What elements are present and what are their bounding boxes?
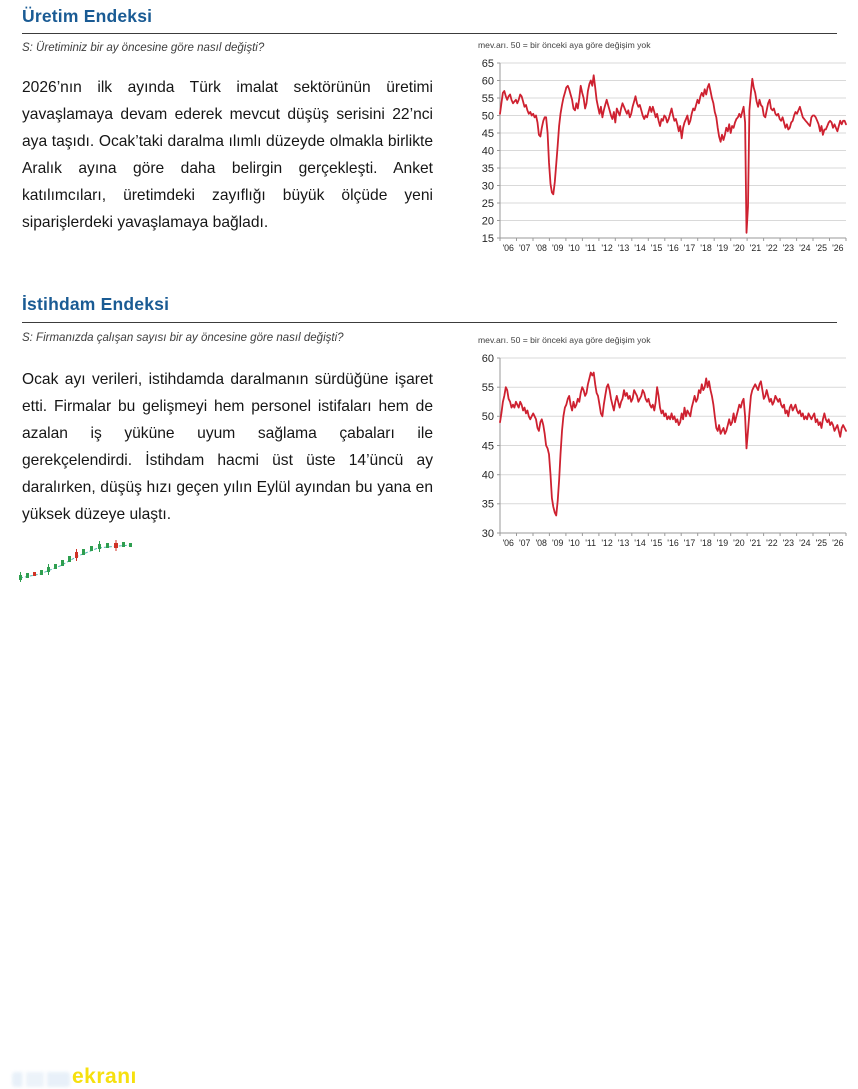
svg-text:30: 30 [481,527,494,540]
chart-note-istihdam: mev.arı. 50 = bir önceki aya göre değişim yok [478,335,651,345]
section-title-uretim: Üretim Endeksi [22,6,153,26]
svg-text:'06: '06 [502,243,514,253]
commentary-uretim: 2026’nın ilk ayında Türk imalat sektörünün üretimi yavaşlamaya devam ederek mevcut düşüş serisini 22’nci aya taşıdı. Ocak’taki daralma ılımlı düzeyde olmakla birlikte Aralık ayına göre daha belirgin gerçekleşti. Anket katılımcıları, üretimdeki zayıflığı büyük ölçüde yeni siparişlerdeki yavaşlamaya bağladı. [22,79,433,231]
svg-text:55: 55 [481,92,494,105]
svg-text:'08: '08 [535,538,547,548]
watermark-logo-text: ekranı [72,1065,137,1088]
svg-text:'14: '14 [634,243,646,253]
svg-text:35: 35 [481,498,494,511]
svg-text:'09: '09 [551,243,564,253]
svg-text:55: 55 [481,382,494,394]
uretim-line-chart [470,52,848,260]
svg-text:'16: '16 [667,538,679,548]
survey-question-uretim: S: Üretiminiz bir ay öncesine göre nasıl değişti? [22,42,265,54]
svg-text:35: 35 [481,162,494,175]
svg-text:'15: '15 [650,538,663,548]
svg-text:'25: '25 [815,538,828,548]
svg-text:40: 40 [481,469,494,482]
svg-text:25: 25 [481,197,494,210]
survey-question-istihdam: S: Firmanızda çalışan sayısı bir ay öncesine göre nasıl değişti? [22,332,344,344]
svg-text:'10: '10 [568,538,580,548]
svg-text:'12: '12 [601,243,613,253]
svg-text:'17: '17 [683,538,696,548]
svg-text:'20: '20 [733,538,745,548]
svg-text:'19: '19 [716,243,729,253]
svg-text:'16: '16 [667,243,679,253]
svg-text:'22: '22 [766,243,778,253]
svg-text:'22: '22 [766,538,778,548]
svg-text:'17: '17 [683,243,696,253]
svg-text:'18: '18 [700,538,712,548]
svg-text:'11: '11 [585,243,597,253]
svg-text:'18: '18 [700,243,712,253]
svg-text:'06: '06 [502,538,514,548]
istihdam-line-chart [470,347,848,555]
svg-text:30: 30 [481,180,494,193]
section-divider [22,322,837,323]
commentary-istihdam: Ocak ayı verileri, istihdamda daralmanın sürdüğüne işaret etti. Firmalar bu gelişmeyi hem personel istifaları hem de azalan iş yüküne uyum sağlama çabaları ile gerekçelendirdi. İstihdam hacmi üst üste 14’üncü ay daralırken, düşüş hızı geçen yılın Eylül ayından bu yana en yüksek düzeye ulaştı. [22,371,433,523]
svg-text:'13: '13 [617,243,630,253]
svg-text:'13: '13 [617,538,630,548]
svg-text:65: 65 [481,57,494,70]
svg-text:'19: '19 [716,538,729,548]
svg-text:'26: '26 [832,538,844,548]
svg-text:'07: '07 [518,243,531,253]
svg-text:'21: '21 [749,243,762,253]
svg-text:'09: '09 [551,538,564,548]
svg-text:'08: '08 [535,243,547,253]
chart-note-uretim: mev.arı. 50 = bir önceki aya göre değişim yok [478,40,651,50]
svg-text:'26: '26 [832,243,844,253]
svg-text:20: 20 [481,215,494,228]
svg-text:'20: '20 [733,243,745,253]
svg-text:45: 45 [481,127,494,140]
section-title-istihdam: İstihdam Endeksi [22,294,170,314]
svg-text:60: 60 [481,75,494,88]
svg-text:'24: '24 [799,243,811,253]
svg-text:'15: '15 [650,243,663,253]
svg-text:60: 60 [481,352,494,365]
watermark-faint-text [12,1072,70,1087]
svg-text:'11: '11 [585,538,597,548]
svg-text:'07: '07 [518,538,531,548]
svg-text:'23: '23 [782,538,795,548]
watermark-logo [0,516,190,1088]
svg-text:50: 50 [481,110,494,123]
svg-text:45: 45 [481,440,494,453]
candlestick-logo-icon [0,516,190,582]
svg-text:'21: '21 [749,538,762,548]
svg-text:15: 15 [481,232,494,245]
svg-text:'25: '25 [815,243,828,253]
svg-text:'12: '12 [601,538,613,548]
section-divider [22,33,837,34]
svg-text:40: 40 [481,145,494,158]
svg-text:'10: '10 [568,243,580,253]
svg-text:'24: '24 [799,538,811,548]
svg-text:'23: '23 [782,243,795,253]
svg-text:50: 50 [481,411,494,424]
svg-text:'14: '14 [634,538,646,548]
